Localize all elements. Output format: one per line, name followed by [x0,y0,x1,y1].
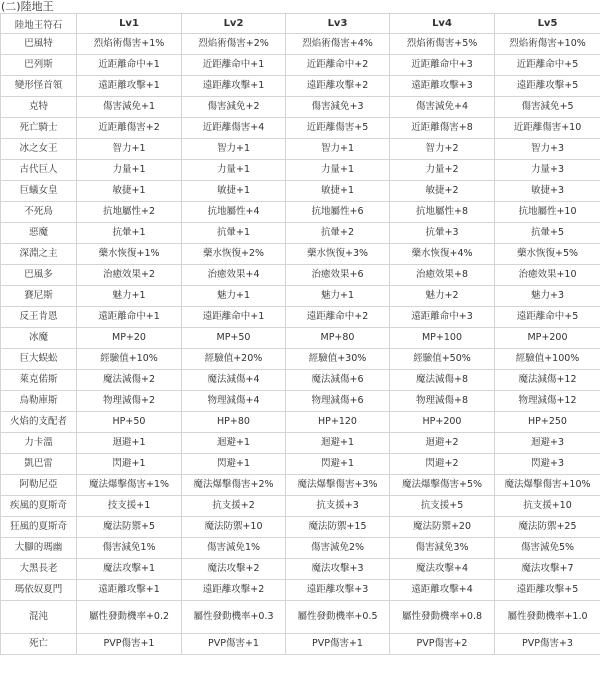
rune-effect-cell-lv1: 力量+1 [77,160,182,181]
rune-effect-cell-lv3: 近距離傷害+5 [286,118,390,139]
table-row [1,55,600,76]
rune-name-cell: 死亡 [1,634,77,655]
rune-name-cell: 巴風多 [1,265,77,286]
rune-name-cell: 瑪依奴夏門 [1,580,77,601]
table-row [1,97,600,118]
table-row [1,181,600,202]
rune-effect-cell-lv3: 近距離命中+2 [286,55,390,76]
rune-effect-cell-lv5: 物理減傷+12 [495,391,600,412]
rune-effect-cell-lv5: 智力+3 [495,139,600,160]
header-lv3: Lv3 [286,14,390,34]
rune-effect-cell-lv2: HP+80 [182,412,286,433]
rune-name-cell: 狂風的夏斯奇 [1,517,77,538]
rune-effect-cell-lv1: 屬性發動機率+0.2 [77,601,182,634]
table-row [1,496,600,517]
rune-effect-cell-lv5: 遠距離攻擊+5 [495,580,600,601]
rune-name-cell: 力卡溫 [1,433,77,454]
rune-effect-cell-lv2: 遠距離攻擊+1 [182,76,286,97]
rune-effect-cell-lv4: 遠距離攻擊+3 [390,76,495,97]
header-lv2: Lv2 [182,14,286,34]
rune-effect-cell-lv3: 抗支援+3 [286,496,390,517]
table-row [1,517,600,538]
rune-effect-cell-lv1: 閃避+1 [77,454,182,475]
rune-effect-cell-lv5: 遠距離攻擊+5 [495,76,600,97]
rune-effect-cell-lv4: 力量+2 [390,160,495,181]
rune-effect-cell-lv1: 魔法攻擊+1 [77,559,182,580]
rune-effect-cell-lv3: 物理減傷+6 [286,391,390,412]
table-row [1,160,600,181]
rune-effect-cell-lv2: 藥水恢復+2% [182,244,286,265]
rune-effect-cell-lv5: 魔法減傷+12 [495,370,600,391]
rune-effect-cell-lv3: 閃避+1 [286,454,390,475]
table-row [1,349,600,370]
rune-effect-cell-lv2: 近距離傷害+4 [182,118,286,139]
rune-effect-cell-lv1: 藥水恢復+1% [77,244,182,265]
rune-effect-cell-lv2: 魅力+1 [182,286,286,307]
rune-effect-cell-lv1: 遠距離命中+1 [77,307,182,328]
rune-effect-cell-lv5: 傷害減免+5 [495,97,600,118]
rune-effect-cell-lv5: 迴避+3 [495,433,600,454]
rune-effect-cell-lv3: 迴避+1 [286,433,390,454]
rune-name-cell: 萊克偌斯 [1,370,77,391]
rune-effect-cell-lv2: PVP傷害+1 [182,634,286,655]
rune-name-cell: 古代巨人 [1,160,77,181]
rune-effect-cell-lv5: 敏捷+3 [495,181,600,202]
rune-effect-cell-lv3: 經驗值+30% [286,349,390,370]
rune-effect-cell-lv3: 魔法攻擊+3 [286,559,390,580]
rune-effect-cell-lv1: 烈焰術傷害+1% [77,34,182,55]
rune-effect-cell-lv5: 近距離命中+5 [495,55,600,76]
table-row [1,139,600,160]
table-row [1,76,600,97]
table-body [1,34,600,655]
rune-effect-cell-lv3: 智力+1 [286,139,390,160]
rune-effect-cell-lv1: 遠距離攻擊+1 [77,76,182,97]
rune-effect-cell-lv4: 抗暈+3 [390,223,495,244]
rune-effect-cell-lv4: 魅力+2 [390,286,495,307]
rune-effect-cell-lv1: 經驗值+10% [77,349,182,370]
rune-effect-cell-lv1: 近距離傷害+2 [77,118,182,139]
rune-name-cell: 賽尼斯 [1,286,77,307]
rune-effect-cell-lv2: 治癒效果+4 [182,265,286,286]
rune-name-cell: 凱巴雷 [1,454,77,475]
rune-effect-cell-lv4: 屬性發動機率+0.8 [390,601,495,634]
header-rune-name: 陸地王符石 [1,14,77,34]
rune-name-cell: 反王肯恩 [1,307,77,328]
rune-name-cell: 巨大蜈蚣 [1,349,77,370]
rune-effect-cell-lv4: 傷害減免+4 [390,97,495,118]
rune-effect-cell-lv2: 抗暈+1 [182,223,286,244]
rune-effect-cell-lv2: MP+50 [182,328,286,349]
rune-effect-cell-lv3: 屬性發動機率+0.5 [286,601,390,634]
table-row [1,223,600,244]
rune-effect-cell-lv2: 遠距離命中+1 [182,307,286,328]
table-row [1,559,600,580]
rune-effect-cell-lv3: 遠距離攻擊+2 [286,76,390,97]
table-row [1,118,600,139]
rune-effect-cell-lv4: 迴避+2 [390,433,495,454]
rune-effect-cell-lv3: 遠距離攻擊+3 [286,580,390,601]
rune-effect-cell-lv4: 敏捷+2 [390,181,495,202]
table-row [1,454,600,475]
rune-effect-cell-lv1: PVP傷害+1 [77,634,182,655]
rune-effect-cell-lv5: 魔法爆擊傷害+10% [495,475,600,496]
rune-effect-cell-lv4: MP+100 [390,328,495,349]
rune-effect-cell-lv1: 魔法減傷+2 [77,370,182,391]
rune-effect-cell-lv3: 魔法爆擊傷害+3% [286,475,390,496]
rune-effect-cell-lv5: HP+250 [495,412,600,433]
table-row [1,433,600,454]
rune-effect-cell-lv5: 魔法防禦+25 [495,517,600,538]
rune-effect-cell-lv5: 力量+3 [495,160,600,181]
rune-effect-cell-lv4: 近距離命中+3 [390,55,495,76]
table-row [1,391,600,412]
rune-effect-cell-lv1: 敏捷+1 [77,181,182,202]
rune-effect-cell-lv5: 屬性發動機率+1.0 [495,601,600,634]
rune-effect-cell-lv1: 技支援+1 [77,496,182,517]
table-row [1,475,600,496]
rune-effect-cell-lv1: 傷害減免1% [77,538,182,559]
rune-effect-cell-lv2: 抗支援+2 [182,496,286,517]
table-row [1,328,600,349]
rune-effect-cell-lv5: 魅力+3 [495,286,600,307]
rune-name-cell: 惡魔 [1,223,77,244]
rune-name-cell: 冰魔 [1,328,77,349]
rune-effect-cell-lv3: MP+80 [286,328,390,349]
rune-name-cell: 冰之女王 [1,139,77,160]
rune-effect-cell-lv2: 傷害減免1% [182,538,286,559]
table-row [1,286,600,307]
rune-effect-cell-lv2: 智力+1 [182,139,286,160]
rune-effect-cell-lv2: 魔法爆擊傷害+2% [182,475,286,496]
rune-effect-cell-lv5: 傷害減免5% [495,538,600,559]
rune-effect-cell-lv1: 智力+1 [77,139,182,160]
rune-effect-cell-lv1: MP+20 [77,328,182,349]
table-row [1,265,600,286]
table-row [1,580,600,601]
rune-effect-cell-lv4: 魔法減傷+8 [390,370,495,391]
rune-effect-cell-lv1: 魅力+1 [77,286,182,307]
rune-name-cell: 疾風的夏斯奇 [1,496,77,517]
rune-effect-cell-lv2: 力量+1 [182,160,286,181]
rune-effect-cell-lv2: 近距離命中+1 [182,55,286,76]
rune-effect-cell-lv4: 智力+2 [390,139,495,160]
rune-effect-cell-lv3: 抗暈+2 [286,223,390,244]
rune-effect-cell-lv1: 物理減傷+2 [77,391,182,412]
rune-effect-cell-lv5: 經驗值+100% [495,349,600,370]
rune-effect-cell-lv5: 抗支援+10 [495,496,600,517]
rune-effect-cell-lv1: HP+50 [77,412,182,433]
rune-name-cell: 巨蟻女皇 [1,181,77,202]
rune-effect-cell-lv4: 遠距離命中+3 [390,307,495,328]
rune-effect-cell-lv4: 魔法爆擊傷害+5% [390,475,495,496]
rune-name-cell: 火焰的支配者 [1,412,77,433]
rune-effect-cell-lv1: 近距離命中+1 [77,55,182,76]
rune-effect-cell-lv1: 傷害減免+1 [77,97,182,118]
rune-name-cell: 不死鳥 [1,202,77,223]
rune-effect-cell-lv3: 傷害減免2% [286,538,390,559]
rune-effect-cell-lv5: 近距離傷害+10 [495,118,600,139]
rune-effect-cell-lv2: 烈焰術傷害+2% [182,34,286,55]
rune-name-cell: 大黑長老 [1,559,77,580]
table-row [1,412,600,433]
table-header-row [1,14,600,34]
rune-name-cell: 變形怪首領 [1,76,77,97]
rune-effect-cell-lv1: 魔法爆擊傷害+1% [77,475,182,496]
rune-effect-cell-lv3: PVP傷害+1 [286,634,390,655]
rune-effect-cell-lv2: 魔法攻擊+2 [182,559,286,580]
table-row [1,244,600,265]
rune-effect-cell-lv2: 傷害減免+2 [182,97,286,118]
rune-effect-cell-lv3: 魅力+1 [286,286,390,307]
rune-effect-cell-lv2: 閃避+1 [182,454,286,475]
rune-effect-cell-lv4: 抗支援+5 [390,496,495,517]
rune-effect-cell-lv2: 魔法減傷+4 [182,370,286,391]
rune-name-cell: 大腳的瑪幽 [1,538,77,559]
rune-name-cell: 混沌 [1,601,77,634]
rune-effect-cell-lv4: 烈焰術傷害+5% [390,34,495,55]
rune-effect-cell-lv4: HP+200 [390,412,495,433]
section-title: (二)陸地王 [1,0,54,13]
rune-effect-cell-lv5: 魔法攻擊+7 [495,559,600,580]
table-row [1,307,600,328]
rune-effect-cell-lv4: 近距離傷害+8 [390,118,495,139]
header-lv1: Lv1 [77,14,182,34]
rune-name-cell: 巴風特 [1,34,77,55]
rune-effect-cell-lv5: MP+200 [495,328,600,349]
table-row [1,538,600,559]
rune-effect-cell-lv1: 治癒效果+2 [77,265,182,286]
rune-effect-cell-lv3: 魔法防禦+15 [286,517,390,538]
rune-effect-cell-lv2: 經驗值+20% [182,349,286,370]
rune-effect-cell-lv5: 遠距離命中+5 [495,307,600,328]
rune-effect-cell-lv2: 抗地屬性+4 [182,202,286,223]
rune-effect-cell-lv4: 魔法攻擊+4 [390,559,495,580]
table-row [1,601,600,634]
rune-effect-cell-lv1: 抗地屬性+2 [77,202,182,223]
rune-effect-cell-lv5: 抗暈+5 [495,223,600,244]
rune-effect-cell-lv1: 遠距離攻擊+1 [77,580,182,601]
rune-effect-cell-lv3: 抗地屬性+6 [286,202,390,223]
rune-effect-cell-lv2: 屬性發動機率+0.3 [182,601,286,634]
rune-effect-cell-lv4: 治癒效果+8 [390,265,495,286]
rune-effect-cell-lv5: 閃避+3 [495,454,600,475]
rune-effect-cell-lv3: 遠距離命中+2 [286,307,390,328]
rune-effect-cell-lv3: 力量+1 [286,160,390,181]
rune-effect-cell-lv3: 藥水恢復+3% [286,244,390,265]
rune-effect-cell-lv1: 魔法防禦+5 [77,517,182,538]
rune-effect-cell-lv2: 迴避+1 [182,433,286,454]
rune-effect-cell-lv1: 抗暈+1 [77,223,182,244]
rune-effect-cell-lv1: 迴避+1 [77,433,182,454]
rune-effect-cell-lv2: 遠距離攻擊+2 [182,580,286,601]
rune-effect-cell-lv3: 治癒效果+6 [286,265,390,286]
rune-effect-cell-lv4: 藥水恢復+4% [390,244,495,265]
rune-name-cell: 深淵之主 [1,244,77,265]
rune-effect-cell-lv4: 物理減傷+8 [390,391,495,412]
rune-name-cell: 克特 [1,97,77,118]
rune-name-cell: 阿勒尼亞 [1,475,77,496]
rune-effect-cell-lv2: 魔法防禦+10 [182,517,286,538]
rune-effect-cell-lv2: 敏捷+1 [182,181,286,202]
rune-effect-cell-lv4: 經驗值+50% [390,349,495,370]
rune-effect-cell-lv2: 物理減傷+4 [182,391,286,412]
rune-effect-cell-lv3: 烈焰術傷害+4% [286,34,390,55]
rune-effect-cell-lv3: HP+120 [286,412,390,433]
header-lv4: Lv4 [390,14,495,34]
rune-effect-cell-lv4: 抗地屬性+8 [390,202,495,223]
rune-effect-cell-lv5: 治癒效果+10 [495,265,600,286]
rune-effect-cell-lv5: 藥水恢復+5% [495,244,600,265]
rune-effect-cell-lv4: 遠距離攻擊+4 [390,580,495,601]
rune-effect-cell-lv5: PVP傷害+3 [495,634,600,655]
rune-name-cell: 死亡騎士 [1,118,77,139]
header-lv5: Lv5 [495,14,600,34]
table-row [1,634,600,655]
rune-effect-cell-lv3: 魔法減傷+6 [286,370,390,391]
rune-effect-cell-lv4: 魔法防禦+20 [390,517,495,538]
rune-effect-cell-lv5: 烈焰術傷害+10% [495,34,600,55]
rune-effect-cell-lv3: 敏捷+1 [286,181,390,202]
rune-effect-cell-lv4: PVP傷害+2 [390,634,495,655]
rune-effect-cell-lv4: 傷害減免3% [390,538,495,559]
rune-name-cell: 烏勒庫斯 [1,391,77,412]
rune-effect-cell-lv5: 抗地屬性+10 [495,202,600,223]
rune-effect-cell-lv3: 傷害減免+3 [286,97,390,118]
rune-name-cell: 巴列斯 [1,55,77,76]
table-row [1,202,600,223]
table-row [1,370,600,391]
table-row [1,34,600,55]
rune-effect-cell-lv4: 閃避+2 [390,454,495,475]
rune-table [0,13,600,655]
